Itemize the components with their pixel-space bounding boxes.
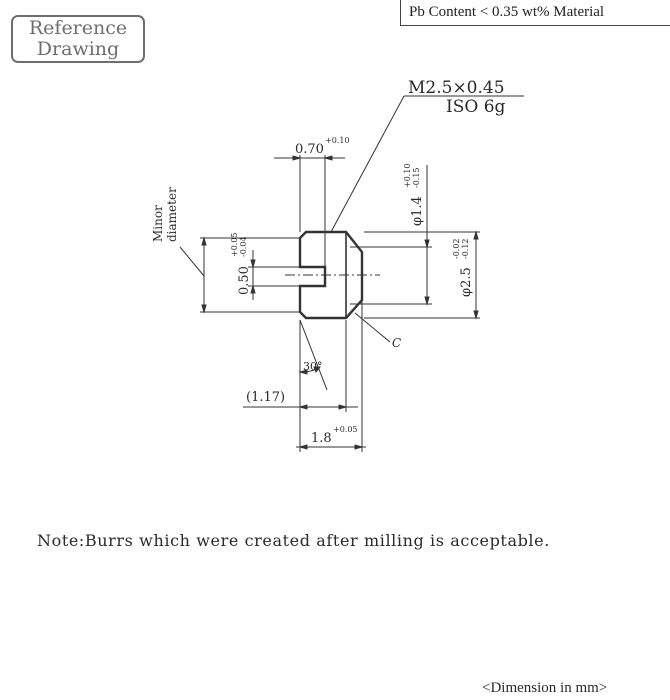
outer-dia-value: φ2.5 [459, 267, 474, 297]
total-length-tol: +0.05 [333, 425, 358, 434]
outer-dia-tol-upper: -0.02 [452, 238, 461, 259]
total-length-arrow-left [300, 445, 307, 449]
head-dia-tol-lower: -0.15 [412, 167, 421, 188]
ref-length-arrow-right [339, 405, 346, 409]
head-dia-arrow-bot [425, 297, 429, 304]
head-dia-value: φ1.4 [410, 196, 425, 226]
slot-depth-tol-upper: +0.05 [230, 232, 239, 257]
dimension-unit-text: <Dimension in mm> [482, 680, 608, 696]
head-dia-arrow-top [425, 240, 429, 247]
minor-dia-label-2: diameter [165, 187, 179, 242]
minor-dia-arrow-bot [202, 305, 206, 312]
material-spec-text: Pb Content < 0.35 wt% Material [409, 4, 605, 20]
total-length-arrow-right [355, 445, 362, 449]
head-dia-tol-upper: +0.10 [403, 163, 412, 188]
note-text: Note:Burrs which were created after milling is acceptable. [37, 531, 550, 550]
angle-line-slanted [300, 320, 327, 390]
ref-length-arrow-left [300, 405, 307, 409]
slot-width-tol: +0.10 [325, 136, 350, 145]
angle-label: 30° [303, 360, 323, 373]
slot-width-value: 0.70 [295, 142, 324, 157]
slot-depth-arrow-top [251, 260, 255, 267]
minor-dia-arrow-top [202, 238, 206, 245]
chamfer-label: C [392, 336, 402, 350]
slot-depth-value: 0.50 [237, 266, 252, 295]
thread-tolerance-text: ISO 6g [446, 97, 506, 117]
minor-dia-label-1: Minor [151, 205, 165, 242]
slot-width-arrow-right [325, 156, 332, 160]
total-length-value: 1.8 [311, 431, 332, 446]
outer-dia-tol-lower: -0.12 [461, 238, 470, 259]
slot-depth-tol-lower: -0.04 [239, 236, 248, 257]
thread-callout-leader [331, 96, 404, 232]
outer-dia-arrow-bot [474, 311, 478, 318]
outer-dia-arrow-top [474, 232, 478, 239]
thread-spec-text: M2.5×0.45 [408, 78, 505, 98]
minor-dia-leader [180, 247, 204, 276]
stamp-line-1: Reference [28, 17, 128, 39]
ref-length-value: (1.17) [246, 390, 286, 405]
stamp-line-2: Drawing [36, 38, 120, 60]
chamfer-leader [355, 313, 390, 342]
